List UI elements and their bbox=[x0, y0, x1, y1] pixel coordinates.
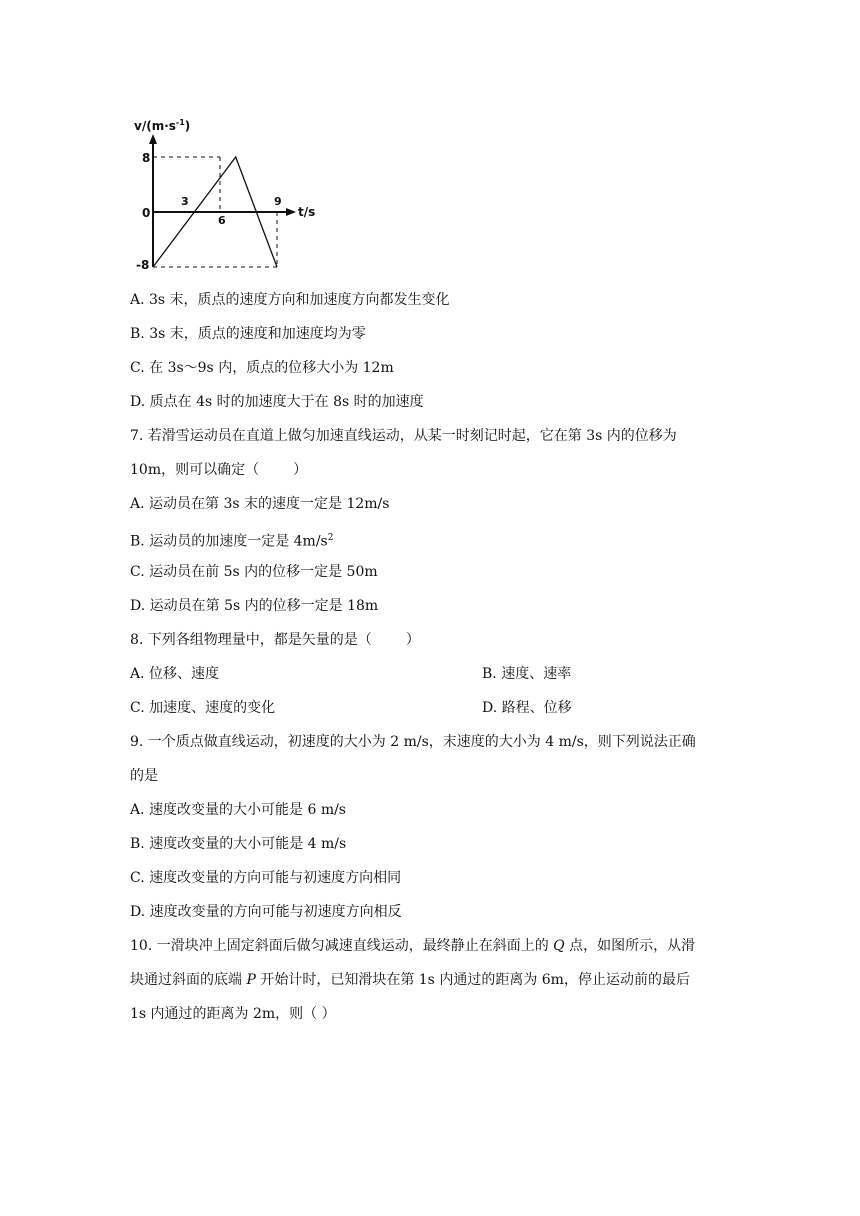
velocity-time-graph bbox=[132, 112, 332, 277]
q6-option-d: D. 质点在 4s 时的加速度大于在 8s 时的加速度 bbox=[130, 394, 424, 410]
q10-stem-line1: 10. 一滑块冲上固定斜面后做匀减速直线运动，最终静止在斜面上的 Q 点，如图所示，从滑 bbox=[130, 938, 696, 954]
q8-option-d: D. 路程、位移 bbox=[482, 700, 572, 716]
x-tick-6: 6 bbox=[218, 214, 226, 227]
q8-stem: 8. 下列各组物理量中，都是矢量的是（ ） bbox=[130, 632, 420, 648]
x-tick-9: 9 bbox=[274, 195, 282, 208]
q8-option-a: A. 位移、速度 bbox=[130, 666, 220, 682]
q7-stem-line1: 7. 若滑雪运动员在直道上做匀加速直线运动，从某一时刻记时起，它在第 3s 内的位移为 bbox=[130, 428, 677, 444]
q9-stem-line1: 9. 一个质点做直线运动，初速度的大小为 2 m/s，末速度的大小为 4 m/s，则下列说法正确 bbox=[130, 734, 696, 750]
q9-option-b: B. 速度改变量的大小可能是 4 m/s bbox=[130, 836, 347, 852]
q8-option-c: C. 加速度、速度的变化 bbox=[130, 700, 276, 716]
y-tick-neg8: -8 bbox=[136, 258, 150, 272]
x-axis-label: t/s bbox=[298, 205, 316, 219]
y-axis-arrow bbox=[149, 134, 157, 144]
q10-stem-line3: 1s 内通过的距离为 2m，则（ ） bbox=[130, 1006, 336, 1022]
q6-option-c: C. 在 3s～9s 内，质点的位移大小为 12m bbox=[130, 360, 394, 376]
q10-stem-line2: 块通过斜面的底端 P 开始计时，已知滑块在第 1s 内通过的距离为 6m，停止运动前的最后 bbox=[130, 972, 690, 988]
q6-option-a: A. 3s 末，质点的速度方向和加速度方向都发生变化 bbox=[130, 292, 450, 308]
y-tick-8: 8 bbox=[142, 151, 151, 165]
q9-stem-line2: 的是 bbox=[130, 768, 158, 784]
x-axis-arrow bbox=[286, 208, 296, 216]
q7-stem-line2: 10m，则可以确定（ ） bbox=[130, 462, 308, 478]
q7-option-b: B. 运动员的加速度一定是 $4m/s^2$ bbox=[130, 533, 334, 550]
q7-option-d: D. 运动员在第 5s 内的位移一定是 18m bbox=[130, 598, 379, 614]
q6-option-b: B. 3s 末，质点的速度和加速度均为零 bbox=[130, 326, 366, 342]
q9-option-d: D. 速度改变量的方向可能与初速度方向相反 bbox=[130, 904, 402, 920]
q7-option-a: A. 运动员在第 3s 末的速度一定是 12m/s bbox=[130, 496, 390, 512]
y-axis-label: $v/(m\cdot s^{-1})$ bbox=[134, 118, 191, 133]
q8-option-b: B. 速度、速率 bbox=[482, 666, 572, 682]
x-tick-3: 3 bbox=[181, 195, 189, 208]
q9-option-a: A. 速度改变量的大小可能是 6 m/s bbox=[130, 802, 346, 818]
q7-option-c: C. 运动员在前 5s 内的位移一定是 50m bbox=[130, 564, 378, 580]
y-tick-0: 0 bbox=[142, 206, 151, 220]
q9-option-c: C. 速度改变量的方向可能与初速度方向相同 bbox=[130, 870, 402, 886]
